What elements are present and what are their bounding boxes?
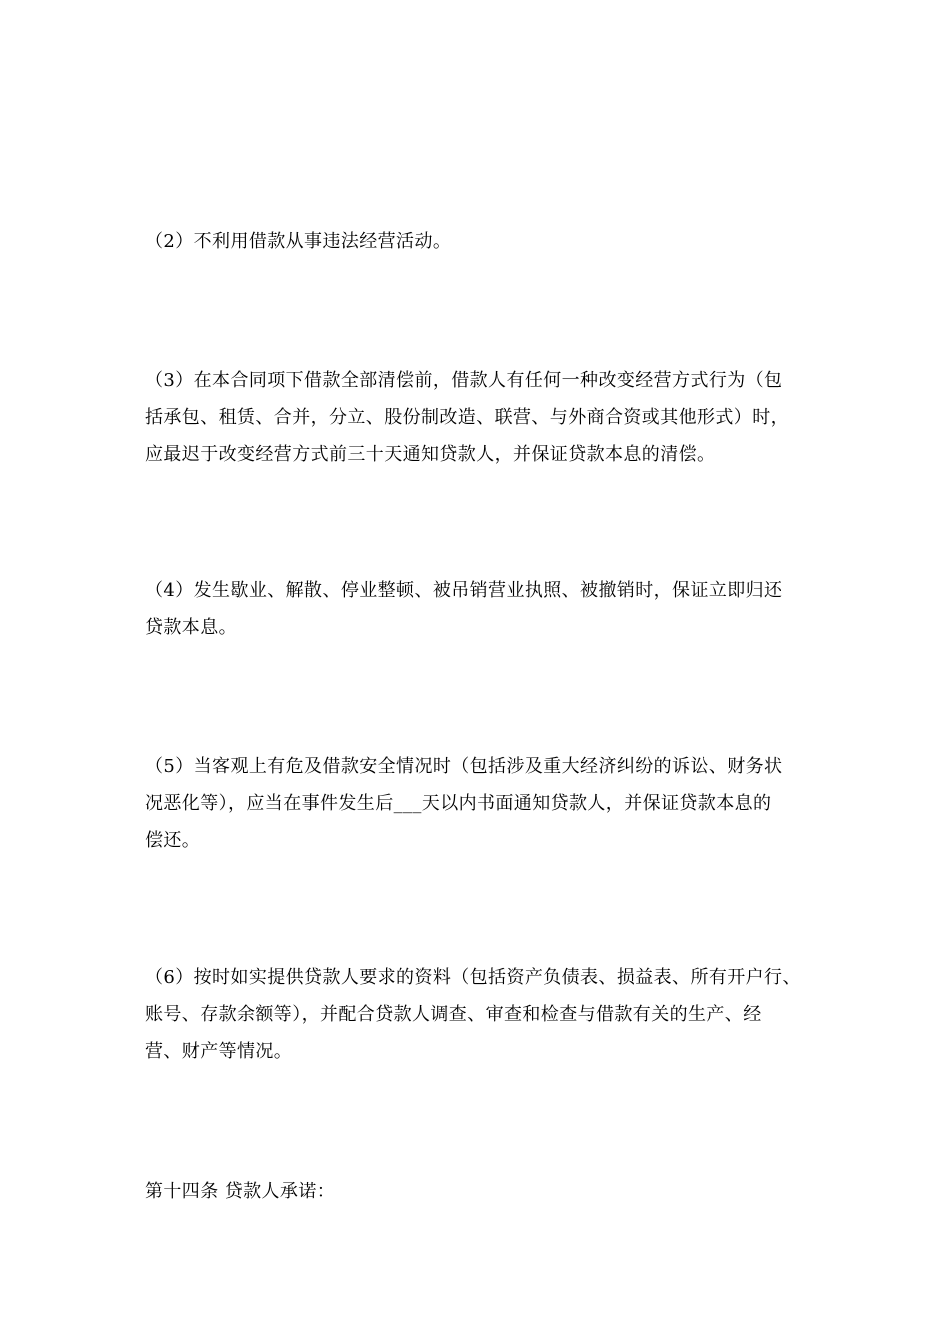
clause-5-line-2: 况恶化等），应当在事件发生后___天以内书面通知贷款人，并保证贷款本息的 — [145, 793, 772, 814]
clause-2-paragraph — [145, 223, 845, 260]
clause-3-line-3: 应最迟于改变经营方式前三十天通知贷款人，并保证贷款本息的清偿。 — [145, 444, 716, 465]
clause-6-paragraph — [145, 959, 845, 1070]
clause-5-line-1: （5）当客观上有危及借款安全情况时（包括涉及重大经济纠纷的诉讼、财务状 — [145, 756, 783, 777]
clause-4-line-1: （4）发生歇业、解散、停业整顿、被吊销营业执照、被撤销时，保证立即归还 — [145, 580, 783, 601]
clause-6-line-1: （6）按时如实提供贷款人要求的资料（包括资产负债表、损益表、所有开户行、 — [145, 967, 801, 988]
clause-2-line-1: （2）不利用借款从事违法经营活动。 — [145, 231, 452, 252]
clause-4-line-2: 贷款本息。 — [145, 617, 237, 638]
clause-4-paragraph — [145, 572, 845, 646]
clause-3-line-2: 括承包、租赁、合并，分立、股份制改造、联营、与外商合资或其他形式）时， — [145, 407, 789, 428]
article-14-heading-text: 第十四条 贷款人承诺： — [145, 1181, 336, 1202]
clause-3-paragraph — [145, 362, 845, 473]
article-14-heading — [145, 1173, 845, 1210]
clause-3-line-1: （3）在本合同项下借款全部清偿前，借款人有任何一种改变经营方式行为（包 — [145, 370, 783, 391]
clause-5-line-3: 偿还。 — [145, 830, 201, 851]
clause-6-line-2: 账号、存款余额等），并配合贷款人调查、审查和检查与借款有关的生产、经 — [145, 1004, 762, 1025]
clause-6-line-3: 营、财产等情况。 — [145, 1041, 293, 1062]
clause-5-paragraph — [145, 748, 845, 859]
